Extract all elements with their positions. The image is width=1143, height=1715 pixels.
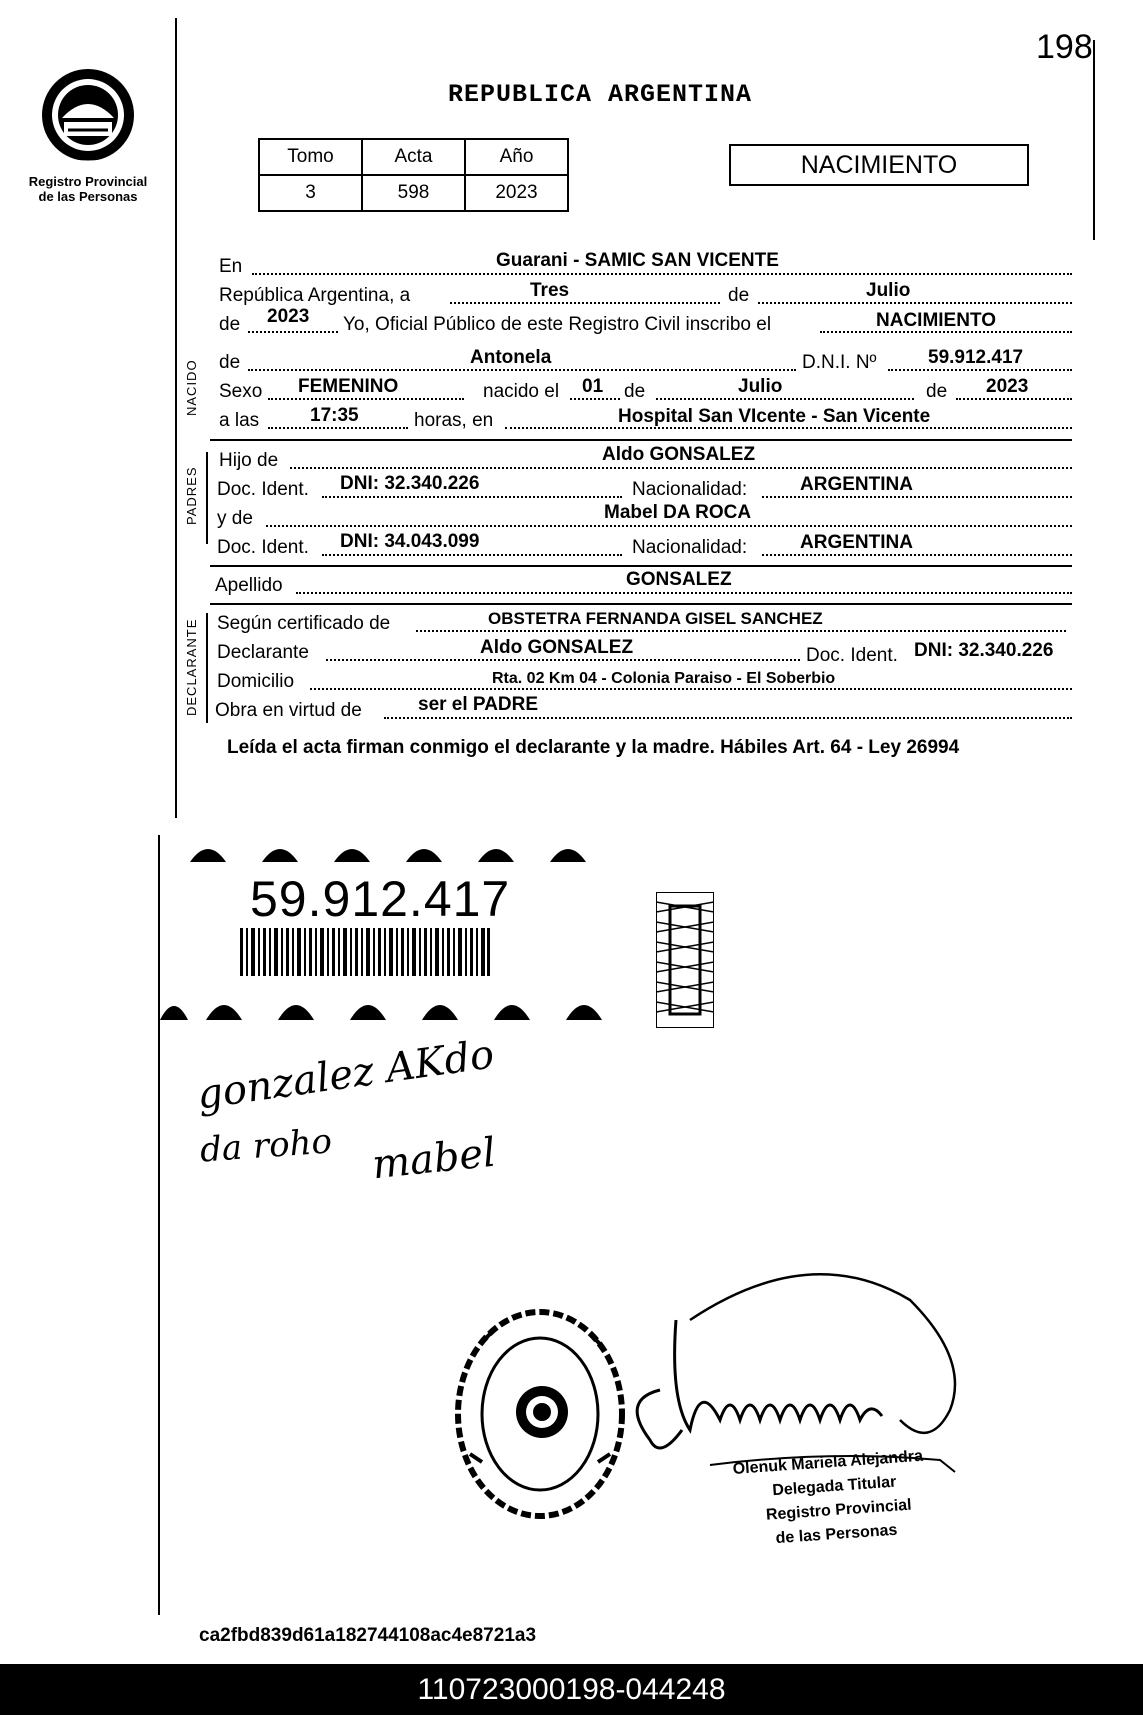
dotted-line: [268, 427, 408, 429]
mes-value: Julio: [866, 280, 911, 301]
side-label-declarante: DECLARANTE: [184, 618, 199, 716]
right-margin-line: [1093, 40, 1095, 240]
value-tomo: 3: [259, 175, 362, 211]
dotted-line: [322, 554, 622, 556]
apellido-value: GONSALEZ: [626, 569, 732, 590]
domicilio-value: Rta. 02 Km 04 - Colonia Paraiso - El Soberbio: [492, 670, 836, 687]
sticker-dni: 59.912.417: [250, 871, 511, 927]
nac-mes-value: Julio: [738, 376, 783, 397]
label-nacido-el: nacido el: [483, 381, 560, 402]
lugar-value: Guarani - SAMIC SAN VICENTE: [496, 250, 779, 271]
page-number: 198: [1036, 28, 1093, 66]
label-hijo-de: Hijo de: [219, 450, 279, 471]
handwritten-signature-madre-2: mabel: [369, 1129, 498, 1189]
firmante-role: Delegada Titular: [771, 1473, 897, 1500]
dotted-line: [762, 496, 1072, 498]
handwritten-signature-padre: gonzalez AKdo: [194, 1031, 497, 1119]
label-horas-en: horas, en: [414, 410, 494, 431]
registro-table: [258, 138, 569, 212]
firmante-org-1: Registro Provincial: [765, 1496, 913, 1524]
label-dni: D.N.I. Nº: [802, 352, 877, 373]
logo-caption-line1: Registro Provincial: [28, 174, 148, 189]
obra-value: ser el PADRE: [418, 694, 539, 715]
official-stamp-icon: [450, 1304, 630, 1524]
padre-doc-value: DNI: 32.340.226: [340, 473, 480, 494]
padre-nac-value: ARGENTINA: [800, 474, 913, 495]
barcode-icon: [240, 928, 490, 976]
label-de: de: [219, 352, 241, 373]
label-nacionalidad: Nacionalidad:: [632, 479, 748, 500]
label-nacionalidad: Nacionalidad:: [632, 537, 748, 558]
label-obra: Obra en virtud de: [215, 700, 362, 721]
dotted-line: [248, 331, 338, 333]
label-y-de: y de: [217, 508, 253, 529]
side-label-padres: PADRES: [184, 466, 199, 525]
value-anio: 2023: [465, 175, 568, 211]
label-sexo: Sexo: [219, 381, 263, 402]
dotted-line: [248, 369, 796, 371]
padre-value: Aldo GONSALEZ: [602, 444, 756, 465]
dotted-line: [888, 369, 1072, 371]
dotted-line: [570, 398, 620, 400]
dotted-line: [656, 398, 914, 400]
lugar-nac-value: Hospital San VIcente - San Vicente: [618, 406, 931, 427]
label-domicilio: Domicilio: [217, 671, 295, 692]
label-doc-ident: Doc. Ident.: [217, 537, 309, 558]
coat-of-arms-icon: [38, 60, 138, 170]
dotted-line: [290, 467, 1072, 469]
declarante-doc-value: DNI: 32.340.226: [914, 640, 1054, 661]
section-divider: [210, 603, 1072, 605]
label-doc-ident: Doc. Ident.: [806, 645, 898, 666]
nac-anio-value: 2023: [986, 376, 1029, 397]
label-declarante: Declarante: [217, 642, 309, 663]
misiones-logo: [18, 60, 158, 204]
anio-value: 2023: [267, 306, 310, 327]
dotted-line: [296, 592, 1072, 594]
acta-type-box: NACIMIENTO: [729, 144, 1029, 186]
madre-doc-value: DNI: 34.043.099: [340, 531, 480, 552]
label-de: de: [728, 285, 750, 306]
label-de: de: [219, 314, 241, 335]
declarante-value: Aldo GONSALEZ: [480, 637, 634, 658]
dotted-line: [758, 302, 1072, 304]
section-divider: [210, 565, 1072, 567]
nac-dia-value: 01: [582, 376, 604, 397]
section-bracket: [206, 452, 208, 544]
header-acta: Acta: [362, 139, 465, 175]
left-margin-line-lower: [158, 835, 160, 1615]
certificado-value: OBSTETRA FERNANDA GISEL SANCHEZ: [488, 609, 823, 628]
dotted-line: [322, 496, 622, 498]
logo-caption-line2: de las Personas: [38, 189, 138, 204]
firmante-block: [732, 1445, 929, 1554]
sticker-top-pattern: [160, 834, 610, 864]
tipo-value: NACIMIENTO: [876, 310, 996, 331]
left-margin-line: [175, 18, 177, 818]
sexo-value: FEMENINO: [298, 376, 399, 397]
dia-value: Tres: [530, 280, 570, 301]
header-tomo: Tomo: [259, 139, 362, 175]
dni-value: 59.912.417: [928, 347, 1024, 368]
label-de: de: [624, 381, 646, 402]
label-republica: República Argentina, a: [219, 285, 411, 306]
firmante-name: Olenuk Mariela Alejandra: [732, 1447, 924, 1478]
section-divider: [210, 439, 1072, 441]
dotted-line: [762, 554, 1072, 556]
label-en: En: [219, 256, 243, 277]
page-title: REPUBLICA ARGENTINA: [448, 80, 753, 109]
value-acta: 598: [362, 175, 465, 211]
dotted-line: [326, 659, 800, 661]
nombre-value: Antonela: [470, 347, 552, 368]
label-segun: Según certificado de: [217, 613, 391, 634]
madre-nac-value: ARGENTINA: [800, 532, 913, 553]
label-de: de: [926, 381, 948, 402]
label-doc-ident: Doc. Ident.: [217, 479, 309, 500]
handwritten-signature-madre-1: da roho: [198, 1121, 334, 1171]
dotted-line: [416, 630, 1066, 632]
side-label-nacido: NACIDO: [184, 359, 199, 416]
firmante-org-2: de las Personas: [775, 1521, 898, 1548]
hora-value: 17:35: [310, 405, 359, 426]
dotted-line: [310, 688, 1072, 690]
label-a-las: a las: [219, 410, 260, 431]
label-apellido: Apellido: [215, 575, 283, 596]
dotted-line: [268, 398, 464, 400]
dotted-line: [956, 398, 1072, 400]
dotted-line: [266, 525, 1072, 527]
dotted-line: [384, 717, 1072, 719]
document-hash: ca2fbd839d61a182744108ac4e8721a3: [199, 1625, 537, 1646]
hologram-seal-icon: [656, 892, 714, 1028]
dotted-line: [450, 302, 720, 304]
section-bracket: [206, 613, 208, 723]
sticker-bottom-pattern: [160, 986, 610, 1022]
madre-value: Mabel DA ROCA: [604, 502, 752, 523]
leida-text: Leída el acta firman conmigo el declarante y la madre. Hábiles Art. 64 - Ley 26994: [227, 737, 960, 758]
header-anio: Año: [465, 139, 568, 175]
label-yo: Yo, Oficial Público de este Registro Civil inscribo el: [343, 314, 772, 335]
dotted-line: [252, 273, 1072, 275]
footer-code: 110723000198-044248: [0, 1664, 1143, 1715]
